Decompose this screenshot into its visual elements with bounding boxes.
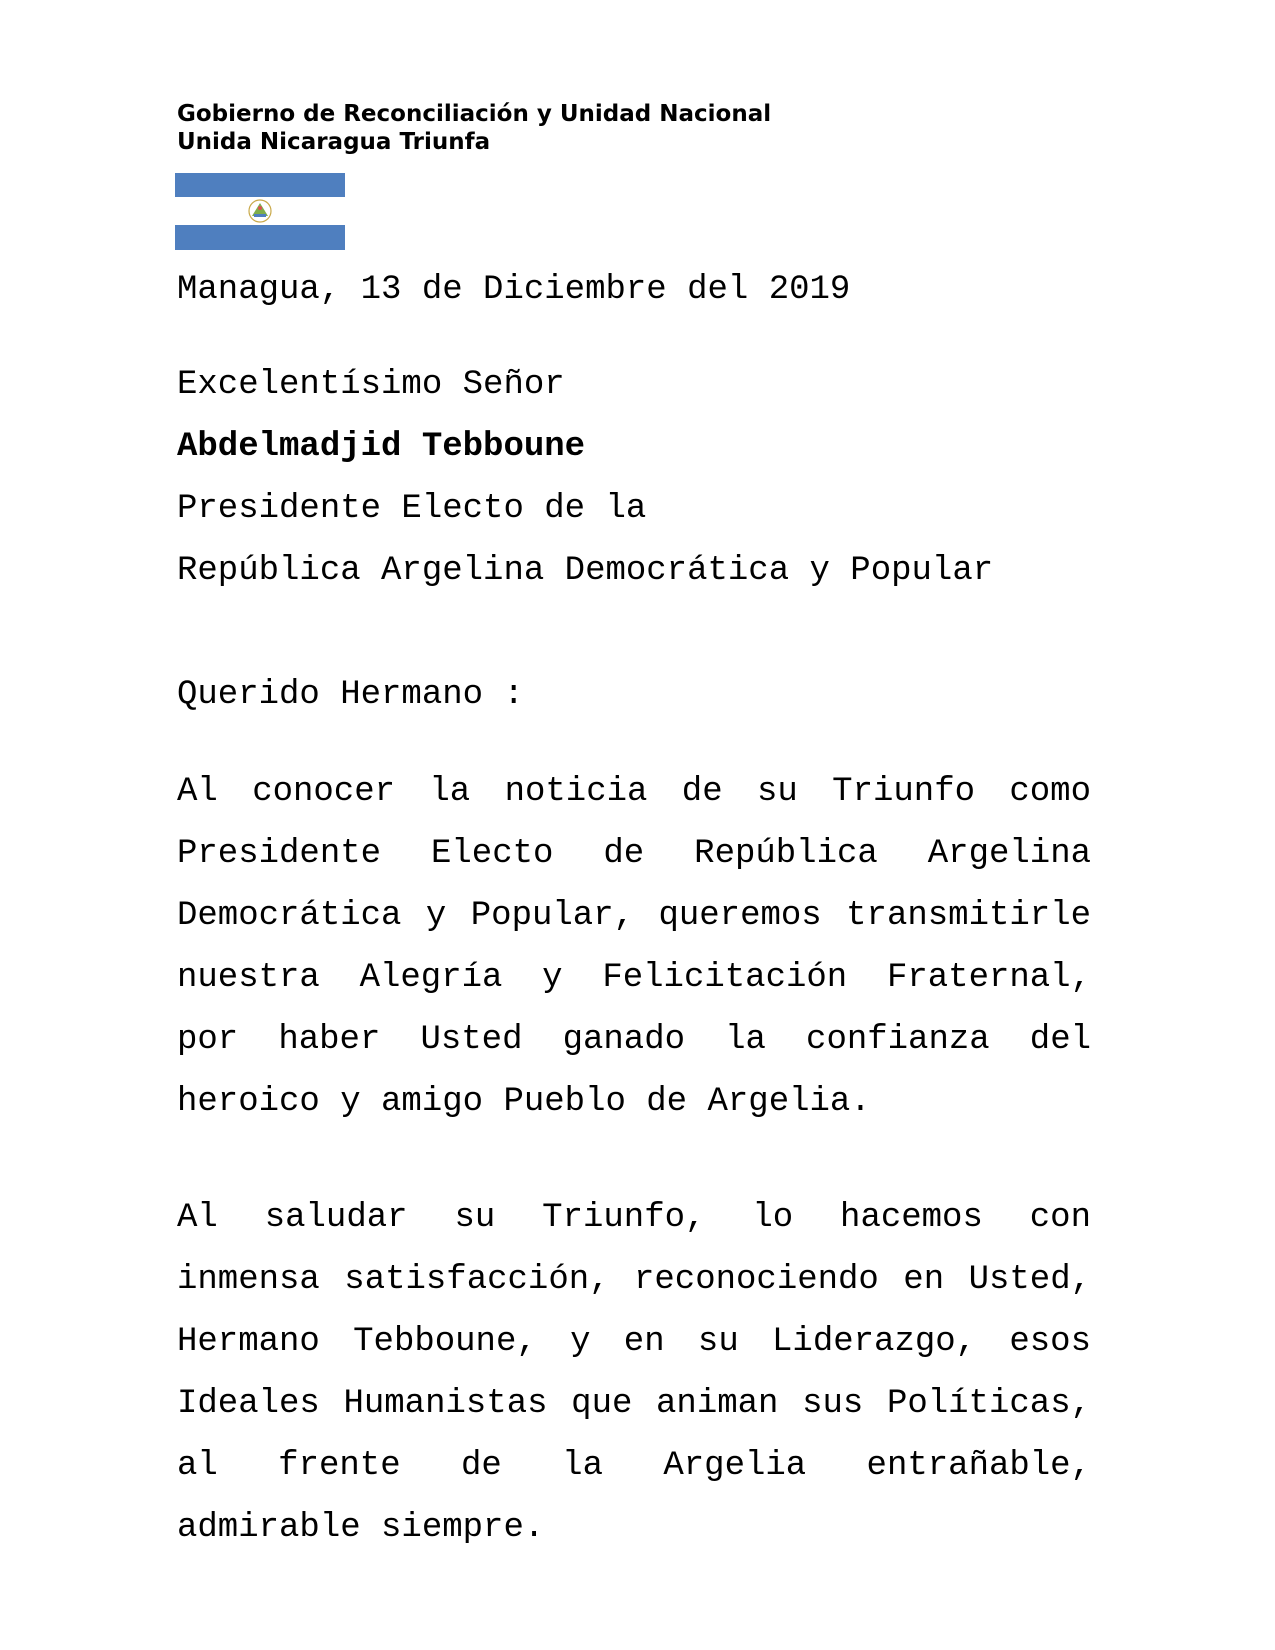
flag-bottom-stripe	[175, 225, 345, 250]
letterhead-government-name: Gobierno de Reconciliación y Unidad Nacional	[177, 101, 772, 127]
body-paragraph-1: Al conocer la noticia de su Triunfo como Presidente Electo de República Argelina Democrática y Popular, queremos transmitirle nuestra Alegría y Felicitación Fraternal, por haber Usted ganado la confianza del heroico y amigo Pueblo de Argelia.	[177, 773, 1091, 1121]
letter-greeting: Querido Hermano :	[177, 676, 524, 714]
letterhead-slogan: Unida Nicaragua Triunfa	[177, 129, 491, 155]
body-paragraph-2: Al saludar su Triunfo, lo hacemos con inmensa satisfacción, reconociendo en Usted, Hermano Tebboune, y en su Liderazgo, esos Ideales Humanistas que animan sus Políticas, al frente de la Argelia entrañable, admirable siempre.	[177, 1199, 1091, 1547]
flag-top-stripe	[175, 173, 345, 197]
recipient-name: Abdelmadjid Tebboune	[177, 428, 586, 466]
nicaragua-flag-icon	[175, 173, 345, 250]
recipient-salutation: Excelentísimo Señor	[177, 366, 565, 404]
recipient-title-line2: República Argelina Democrática y Popular	[177, 552, 994, 590]
letter-date: Managua, 13 de Diciembre del 2019	[177, 271, 851, 309]
recipient-title-line1: Presidente Electo de la	[177, 490, 647, 528]
